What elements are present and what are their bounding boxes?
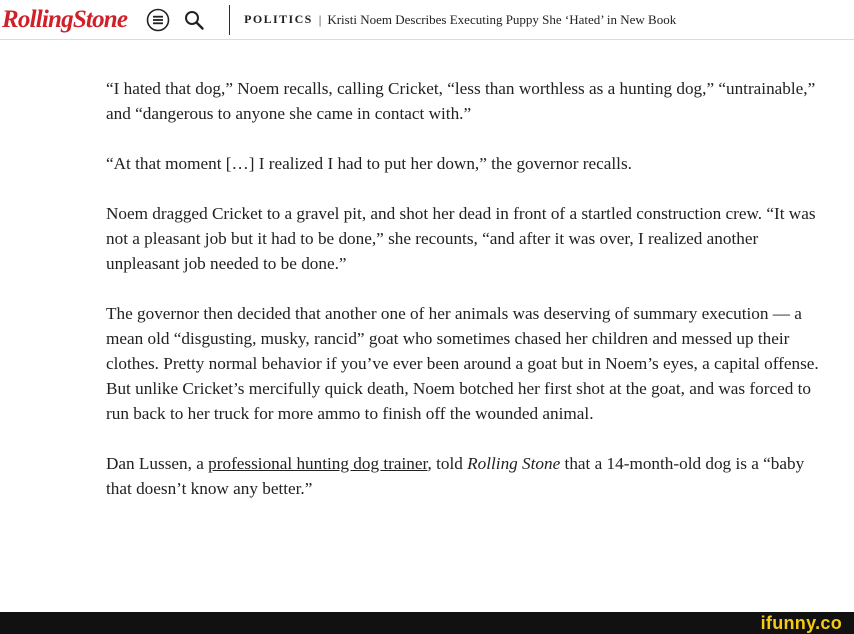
trainer-link[interactable]: professional hunting dog trainer (208, 454, 428, 473)
search-button[interactable] (181, 7, 207, 33)
paragraph-5-start: Dan Lussen, a (106, 454, 209, 473)
menu-icon (146, 8, 170, 32)
paragraph-4: The governor then decided that another one of her animals was deserving of summary execution — a mean old “disgusting, musky, rancid” goat who sometimes chased her children and messed up their clothes. Pretty normal behavior if you’ve ever been around a goat but in Noem’s eyes, a capital offense. But unlike Cricket’s mercifully quick death, Noem botched her first shot at the goat, and was forced to run back to her truck for more ammo to finish off the wounded animal. (106, 304, 819, 423)
paragraph-5-mid: , told (427, 454, 468, 473)
section-link[interactable]: POLITICS (244, 12, 313, 26)
watermark-bar (0, 612, 854, 634)
publication-name: Rolling Stone (467, 454, 561, 473)
header-divider (229, 5, 230, 35)
article-body (106, 76, 826, 526)
breadcrumb-separator: | (318, 11, 322, 27)
paragraph-1: “I hated that dog,” Noem recalls, calling Cricket, “less than worthless as a hunting dog,” “untrainable,” and “dangerous to anyone she came in contact with.” (106, 79, 816, 123)
ifunny-watermark: ifunny.co (760, 613, 842, 633)
paragraph-5-end: that a 14-month-old dog is a “baby that doesn’t know any better.” (106, 454, 805, 498)
article-headline: Kristi Noem Describes Executing Puppy She ‘Hated’ in New Book (327, 11, 677, 27)
site-logo[interactable]: RollingStone (2, 5, 128, 33)
menu-button[interactable] (145, 7, 171, 33)
paragraph-2: “At that moment […] I realized I had to put her down,” the governor recalls. (106, 154, 632, 173)
paragraph-5 (106, 451, 826, 501)
paragraph-3: Noem dragged Cricket to a gravel pit, and shot her dead in front of a startled construction crew. “It was not a pleasant job but it had to be done,” she recounts, “and after it was over, I realized another unpleasant job needed to be done.” (106, 204, 816, 273)
search-icon (183, 9, 205, 31)
breadcrumb (244, 12, 676, 28)
top-navigation-bar (0, 0, 854, 40)
